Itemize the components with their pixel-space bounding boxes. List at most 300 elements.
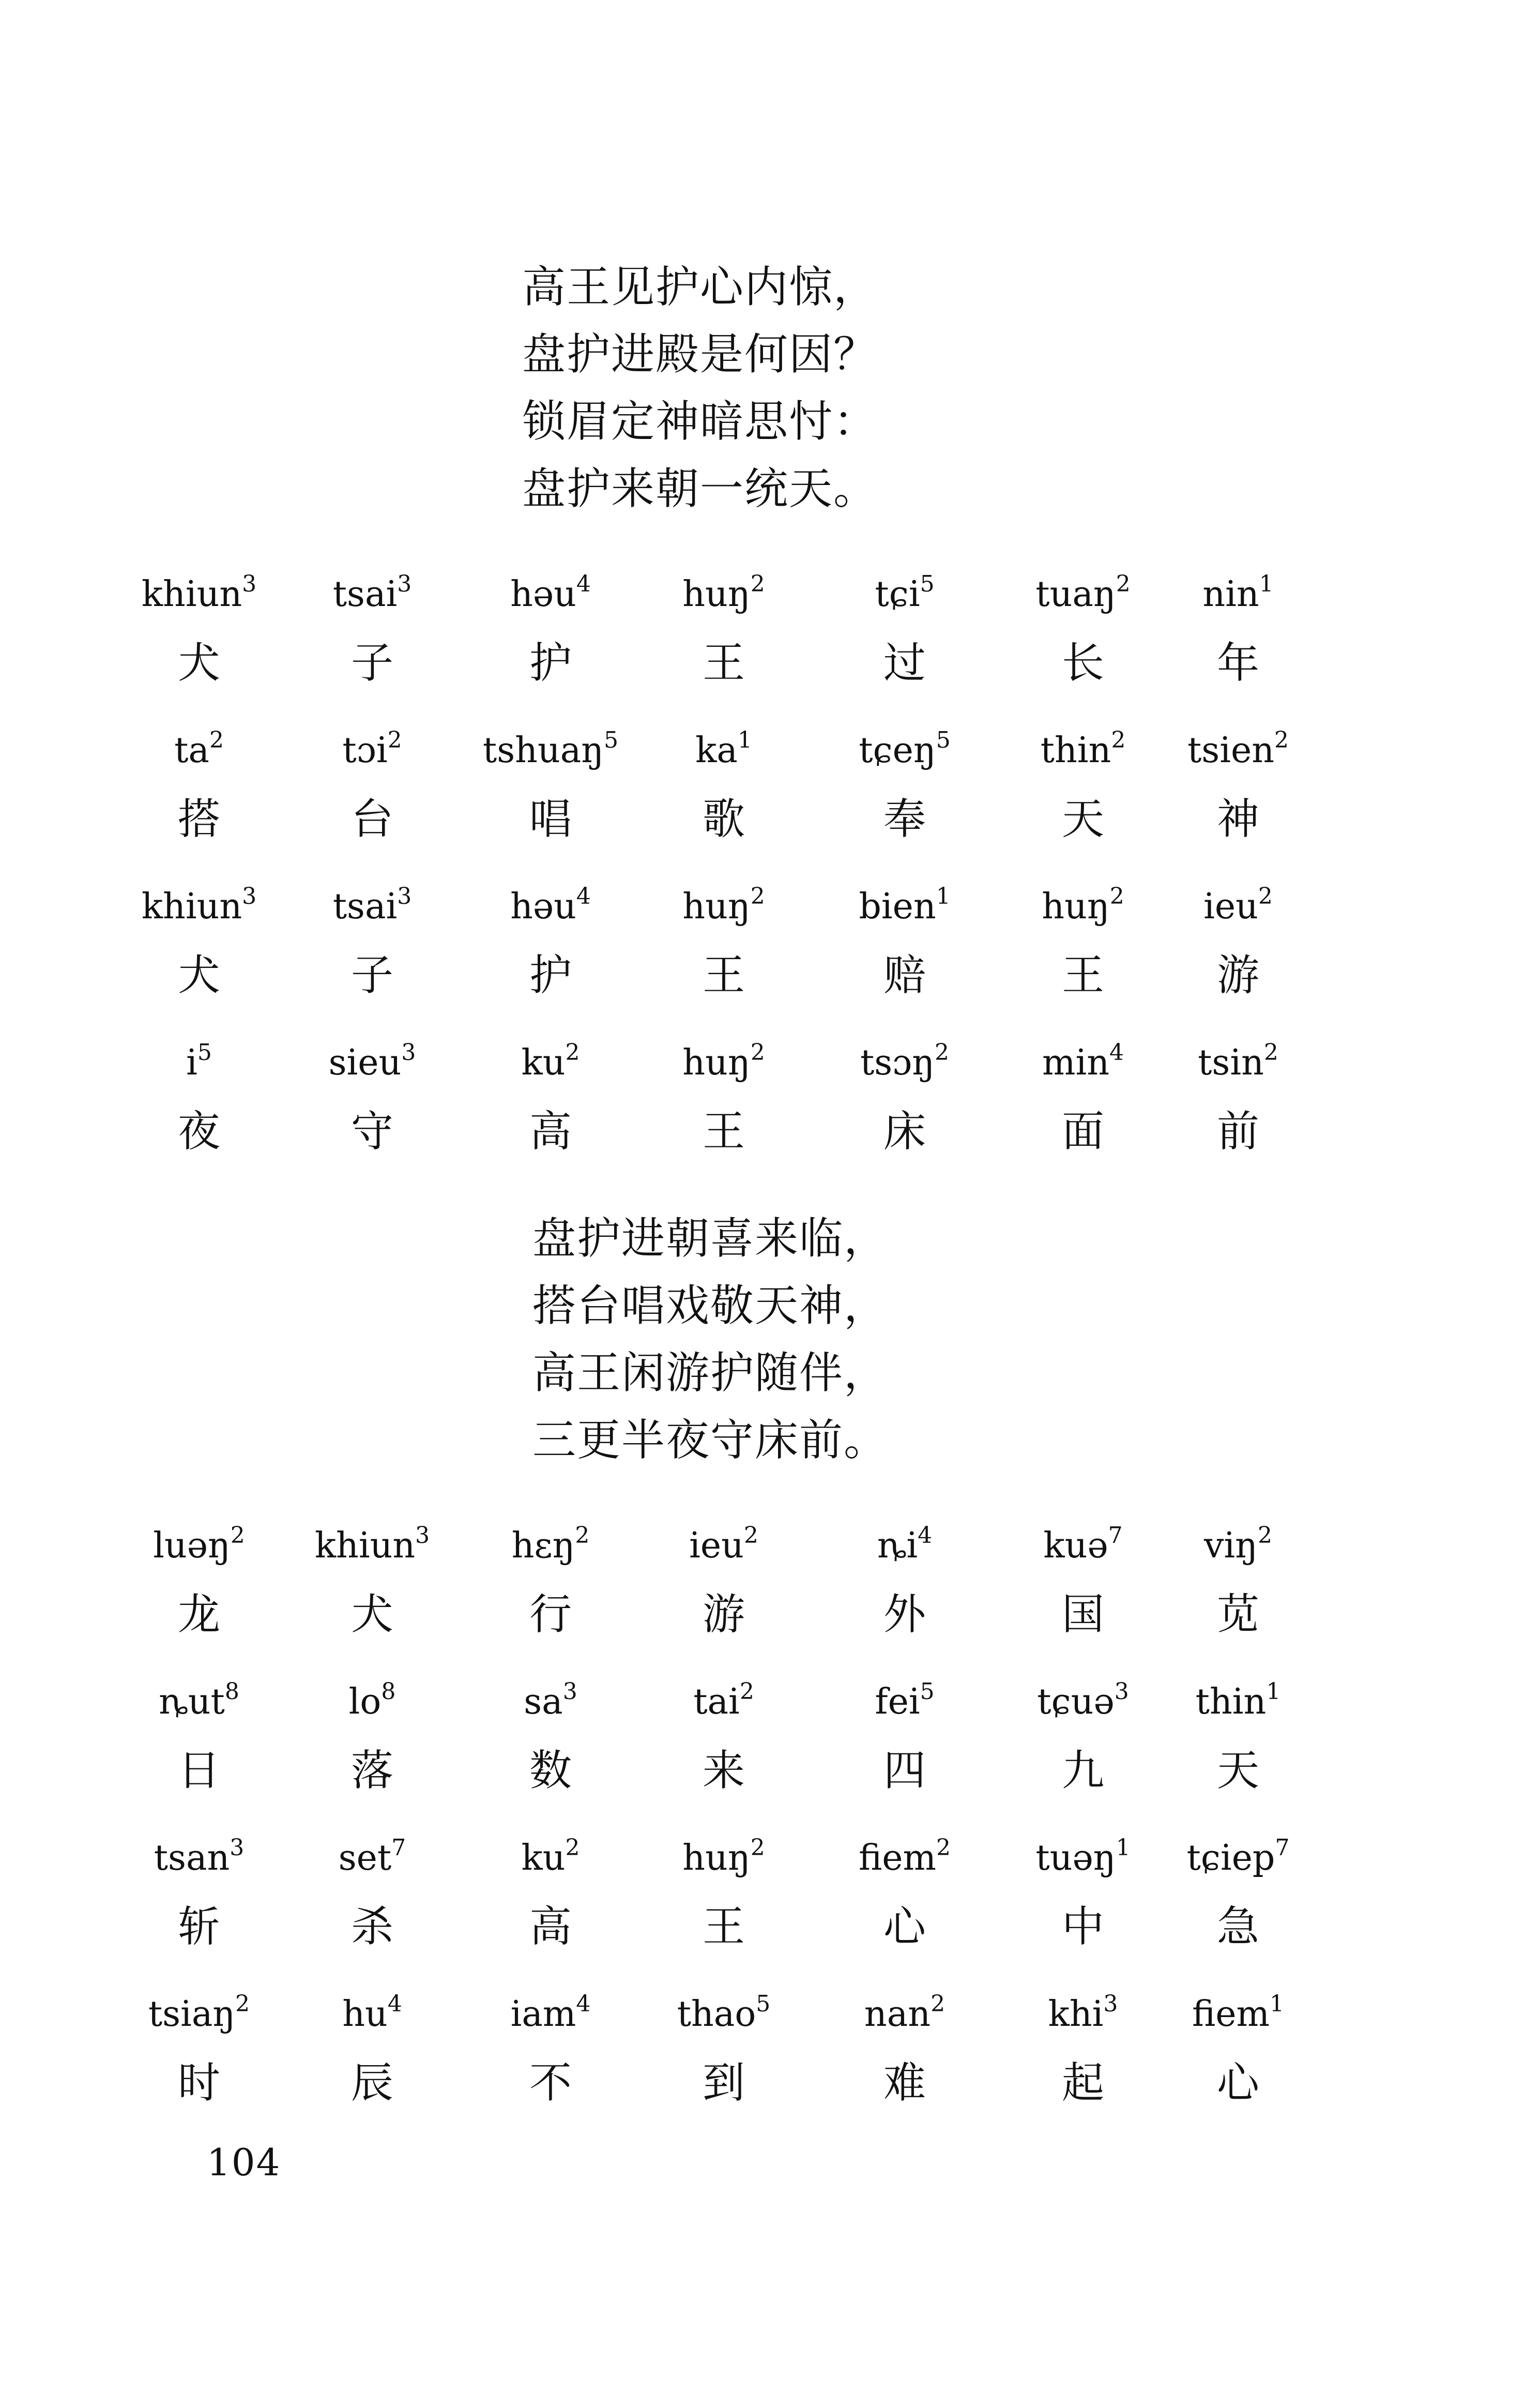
syllable-cell [289,1518,455,1673]
romanization-syllable: həu [510,574,576,615]
romanization [641,878,806,935]
chinese-character: 来 [702,1746,745,1795]
tone-number: 5 [920,571,935,597]
transcription-row [0,566,1540,722]
chinese-character: 长 [1061,639,1104,688]
romanization [1000,1674,1166,1731]
romanization [822,878,987,935]
tone-number: 8 [224,1678,239,1705]
tone-number: 2 [935,1039,950,1066]
syllable-cell [289,878,455,1034]
romanization-syllable: nan [864,1994,931,2035]
poem-line: 三更半夜守床前。 [532,1415,889,1465]
tone-number: 5 [936,727,951,753]
romanization [1000,722,1166,779]
transcription-row [0,1986,1540,2142]
tone-number: 2 [230,1522,245,1549]
syllable-cell [641,1035,806,1190]
chinese-character: 唱 [529,795,572,844]
romanization [116,566,282,623]
chinese-character: 游 [702,1590,745,1639]
chinese-character: 奉 [883,795,926,844]
romanization [468,1035,633,1092]
tone-number: 4 [576,1991,591,2017]
chinese-character: 外 [883,1590,926,1639]
chinese-character: 前 [1216,1107,1259,1156]
romanization [641,722,806,779]
romanization-syllable: həu [510,886,576,927]
romanization [1000,878,1166,935]
romanization [116,878,282,935]
romanization-syllable: tɕiep [1186,1838,1275,1878]
romanization [822,566,987,623]
romanization-syllable: tsai [332,886,398,927]
tone-number: 3 [415,1522,430,1549]
chinese-character: 面 [1061,1107,1104,1156]
syllable-cell [116,566,282,721]
romanization [641,1986,806,2043]
chinese-character: 犬 [350,1590,393,1639]
romanization [1000,566,1166,623]
chinese-character: 苋 [1216,1590,1259,1639]
romanization-syllable: luəŋ [153,1525,231,1566]
romanization-syllable: i [186,1042,197,1083]
tone-number: 7 [391,1835,406,1861]
syllable-cell [116,1674,282,1829]
romanization-syllable: tɔi [342,730,388,771]
syllable-cell [1000,1518,1166,1673]
romanization-syllable: fiem [858,1838,937,1878]
chinese-character: 不 [529,2058,572,2108]
tone-number: 1 [737,727,752,753]
romanization [468,1830,633,1887]
chinese-character: 子 [350,951,393,1000]
chinese-character: 斩 [177,1902,220,1951]
syllable-cell [289,566,455,721]
romanization [116,1830,282,1887]
syllable-cell [1000,1986,1166,2141]
romanization-syllable: tsai [332,574,398,615]
poem-stanza-1 [522,253,878,522]
syllable-cell [289,1986,455,2141]
transcription-row [0,1035,1540,1191]
syllable-cell [641,566,806,721]
syllable-cell [289,722,455,877]
romanization-syllable: tuəŋ [1035,1838,1116,1878]
tone-number: 5 [604,727,619,753]
transcription-row [0,878,1540,1035]
chinese-character: 天 [1216,1746,1259,1795]
chinese-character: 夜 [177,1107,220,1156]
syllable-cell [116,722,282,877]
tone-number: 1 [1259,571,1274,597]
syllable-cell [468,878,633,1034]
syllable-cell [641,1986,806,2141]
tone-number: 2 [1109,883,1124,910]
syllable-cell [641,878,806,1034]
syllable-cell [468,722,633,877]
romanization [116,1518,282,1574]
romanization [1155,722,1321,779]
romanization [468,722,633,779]
tone-number: 4 [576,883,591,910]
tone-number: 1 [1270,1991,1285,2017]
tone-number: 3 [562,1678,577,1705]
syllable-cell [822,1518,987,1673]
romanization [1000,1830,1166,1887]
syllable-cell [822,1674,987,1829]
romanization-syllable: thao [677,1994,756,2035]
chinese-character: 台 [350,795,393,844]
romanization [1155,1674,1321,1731]
romanization [822,1035,987,1092]
romanization [289,1035,455,1092]
syllable-cell [116,1035,282,1190]
romanization-syllable: tɕi [875,574,920,615]
chinese-character: 起 [1061,2058,1104,2108]
tone-number: 8 [381,1678,396,1705]
tone-number: 2 [743,1522,758,1549]
transcription-row [0,722,1540,878]
tone-number: 4 [1109,1039,1124,1066]
romanization-syllable: khiun [141,574,242,615]
syllable-cell [641,1674,806,1829]
chinese-character: 神 [1216,795,1259,844]
tone-number: 3 [1103,1991,1118,2017]
romanization-syllable: khi [1048,1994,1104,2035]
transcription-row [0,1674,1540,1830]
syllable-cell [116,878,282,1034]
tone-number: 2 [209,727,224,753]
syllable-cell [1155,1986,1321,2141]
chinese-character: 到 [702,2058,745,2108]
syllable-cell [641,722,806,877]
romanization-syllable: tsiaŋ [148,1994,236,2035]
romanization-syllable: huŋ [682,1838,751,1878]
romanization-syllable: nin [1202,574,1259,615]
romanization-syllable: bien [859,886,936,927]
romanization [468,566,633,623]
chinese-character: 日 [177,1746,220,1795]
tone-number: 2 [575,1522,590,1549]
transcription-block-2 [0,1518,1540,2142]
romanization-syllable: sa [524,1681,563,1722]
romanization [1000,1986,1166,2043]
chinese-character: 高 [529,1902,572,1951]
syllable-cell [289,1830,455,1985]
poem-line: 盘护来朝一统天。 [522,463,878,514]
tone-number: 2 [931,1991,946,2017]
romanization [468,878,633,935]
tone-number: 2 [565,1039,580,1066]
romanization [468,1518,633,1574]
chinese-character: 守 [350,1107,393,1156]
tone-number: 1 [1116,1835,1131,1861]
tone-number: 5 [756,1991,771,2017]
romanization [822,1518,987,1574]
romanization-syllable: khiun [141,886,242,927]
romanization [641,1518,806,1574]
romanization [116,722,282,779]
romanization-syllable: set [338,1838,392,1878]
syllable-cell [822,1830,987,1985]
chinese-character: 杀 [350,1902,393,1951]
romanization [822,1830,987,1887]
romanization-syllable: ieu [689,1525,744,1566]
romanization-syllable: lo [348,1681,382,1722]
romanization [641,1830,806,1887]
romanization-syllable: tɕuə [1037,1681,1115,1722]
poem-line: 锁眉定神暗思忖： [522,396,878,447]
romanization [1155,566,1321,623]
romanization [822,722,987,779]
tone-number: 3 [397,883,412,910]
chinese-character: 九 [1061,1746,1104,1795]
chinese-character: 高 [529,1107,572,1156]
chinese-character: 搭 [177,795,220,844]
tone-number: 4 [576,571,591,597]
tone-number: 1 [936,883,951,910]
chinese-character: 王 [702,1107,745,1156]
romanization-syllable: ȵut [159,1681,225,1722]
romanization [822,1674,987,1731]
tone-number: 5 [197,1039,212,1066]
romanization-syllable: hɛŋ [511,1525,575,1566]
romanization-syllable: tshuaŋ [482,730,604,771]
romanization-syllable: khiun [314,1525,416,1566]
chinese-character: 心 [1216,2058,1259,2108]
syllable-cell [1155,722,1321,877]
romanization [641,1674,806,1731]
romanization-syllable: min [1042,1042,1110,1083]
romanization [641,1035,806,1092]
syllable-cell [1000,1035,1166,1190]
romanization [1000,1035,1166,1092]
poem-stanza-2 [532,1205,888,1474]
romanization-syllable: ta [174,730,209,771]
syllable-cell [641,1830,806,1985]
syllable-cell [822,566,987,721]
chinese-character: 四 [883,1746,926,1795]
tone-number: 2 [750,1835,765,1861]
syllable-cell [822,1986,987,2141]
syllable-cell [468,1035,633,1190]
romanization-syllable: ku [521,1042,566,1083]
syllable-cell [116,1830,282,1985]
tone-number: 2 [750,1039,765,1066]
chinese-character: 数 [529,1746,572,1795]
tone-number: 5 [920,1678,935,1705]
tone-number: 7 [1108,1522,1123,1549]
romanization-syllable: sieu [328,1042,402,1083]
syllable-cell [641,1518,806,1673]
romanization-syllable: huŋ [682,1042,751,1083]
romanization [289,1518,455,1574]
tone-number: 2 [750,883,765,910]
romanization [822,1986,987,2043]
chinese-character: 心 [883,1902,926,1951]
syllable-cell [1000,566,1166,721]
tone-number: 3 [1114,1678,1129,1705]
chinese-character: 过 [883,639,926,688]
tone-number: 2 [565,1835,580,1861]
romanization [1155,1518,1321,1574]
romanization-syllable: hu [342,1994,388,2035]
tone-number: 4 [918,1522,933,1549]
tone-number: 2 [1263,1039,1278,1066]
syllable-cell [1000,722,1166,877]
chinese-character: 赔 [883,951,926,1000]
chinese-character: 辰 [350,2058,393,2108]
transcription-row [0,1518,1540,1674]
syllable-cell [822,878,987,1034]
poem-line: 盘护进朝喜来临， [532,1213,889,1264]
tone-number: 3 [397,571,412,597]
tone-number: 2 [1257,1522,1272,1549]
chinese-character: 王 [702,951,745,1000]
tone-number: 3 [401,1039,416,1066]
chinese-character: 龙 [177,1590,220,1639]
syllable-cell [822,1035,987,1190]
romanization [116,1986,282,2043]
syllable-cell [116,1986,282,2141]
chinese-character: 护 [529,639,572,688]
tone-number: 2 [1111,727,1126,753]
romanization [1000,1518,1166,1574]
syllable-cell [1155,1035,1321,1190]
romanization-syllable: tuaŋ [1035,574,1116,615]
transcription-row [0,1830,1540,1986]
syllable-cell [1000,878,1166,1034]
poem-line: 高王闲游护随伴， [532,1347,889,1398]
tone-number: 3 [230,1835,245,1861]
romanization-syllable: thin [1040,730,1111,771]
romanization [116,1674,282,1731]
syllable-cell [116,1518,282,1673]
romanization-syllable: ȵi [877,1525,918,1566]
syllable-cell [468,1518,633,1673]
romanization-syllable: tsɔŋ [860,1042,935,1083]
syllable-cell [468,1674,633,1829]
romanization [289,566,455,623]
syllable-cell [468,1830,633,1985]
tone-number: 4 [387,1991,402,2017]
chinese-character: 落 [350,1746,393,1795]
romanization-syllable: huŋ [1042,886,1110,927]
transcription-block-1 [0,566,1540,1191]
romanization-syllable: ku [521,1838,566,1878]
syllable-cell [289,1035,455,1190]
romanization-syllable: fei [875,1681,920,1722]
tone-number: 3 [242,883,257,910]
romanization-syllable: ka [695,730,738,771]
romanization-syllable: tai [693,1681,740,1722]
romanization [289,1674,455,1731]
romanization [641,566,806,623]
chinese-character: 急 [1216,1902,1259,1951]
romanization [289,722,455,779]
chinese-character: 床 [883,1107,926,1156]
tone-number: 2 [750,571,765,597]
poem-line: 盘护进殿是何因？ [522,329,878,380]
romanization [289,878,455,935]
chinese-character: 时 [177,2058,220,2108]
syllable-cell [1155,1674,1321,1829]
chinese-character: 犬 [177,951,220,1000]
tone-number: 1 [1266,1678,1281,1705]
chinese-character: 王 [702,1902,745,1951]
romanization-syllable: tsan [154,1838,230,1878]
tone-number: 2 [235,1991,250,2017]
tone-number: 2 [739,1678,754,1705]
romanization [289,1986,455,2043]
romanization [1155,1830,1321,1887]
romanization [468,1986,633,2043]
romanization [289,1830,455,1887]
romanization [1155,878,1321,935]
tone-number: 2 [1274,727,1289,753]
syllable-cell [1000,1830,1166,1985]
page-number: 104 [207,2141,281,2184]
chinese-character: 护 [529,951,572,1000]
tone-number: 7 [1275,1835,1290,1861]
syllable-cell [1155,878,1321,1034]
syllable-cell [1155,566,1321,721]
romanization-syllable: thin [1195,1681,1267,1722]
chinese-character: 犬 [177,639,220,688]
romanization-syllable: tsien [1187,730,1274,771]
tone-number: 2 [1116,571,1131,597]
romanization [116,1035,282,1092]
chinese-character: 年 [1216,639,1259,688]
syllable-cell [1155,1830,1321,1985]
chinese-character: 游 [1216,951,1259,1000]
tone-number: 2 [1258,883,1273,910]
romanization [1155,1986,1321,2043]
romanization-syllable: tɕeŋ [859,730,936,771]
chinese-character: 难 [883,2058,926,2108]
romanization-syllable: kuə [1043,1525,1108,1566]
chinese-character: 子 [350,639,393,688]
chinese-character: 国 [1061,1590,1104,1639]
syllable-cell [1155,1518,1321,1673]
chinese-character: 行 [529,1590,572,1639]
chinese-character: 王 [1061,951,1104,1000]
chinese-character: 天 [1061,795,1104,844]
syllable-cell [822,722,987,877]
romanization [1155,1035,1321,1092]
chinese-character: 王 [702,639,745,688]
romanization-syllable: huŋ [682,886,751,927]
poem-line: 搭台唱戏敬天神， [532,1280,889,1331]
syllable-cell [468,566,633,721]
romanization-syllable: viŋ [1204,1525,1258,1566]
poem-line: 高王见护心内惊， [522,262,878,312]
tone-number: 3 [242,571,257,597]
chinese-character: 中 [1061,1902,1104,1951]
romanization-syllable: fiem [1192,1994,1270,2035]
chinese-character: 歌 [702,795,745,844]
romanization-syllable: iam [510,1994,576,2035]
romanization [468,1674,633,1731]
romanization-syllable: tsin [1198,1042,1264,1083]
romanization-syllable: ieu [1203,886,1258,927]
syllable-cell [468,1986,633,2141]
tone-number: 2 [387,727,402,753]
tone-number: 2 [936,1835,951,1861]
syllable-cell [289,1674,455,1829]
syllable-cell [1000,1674,1166,1829]
